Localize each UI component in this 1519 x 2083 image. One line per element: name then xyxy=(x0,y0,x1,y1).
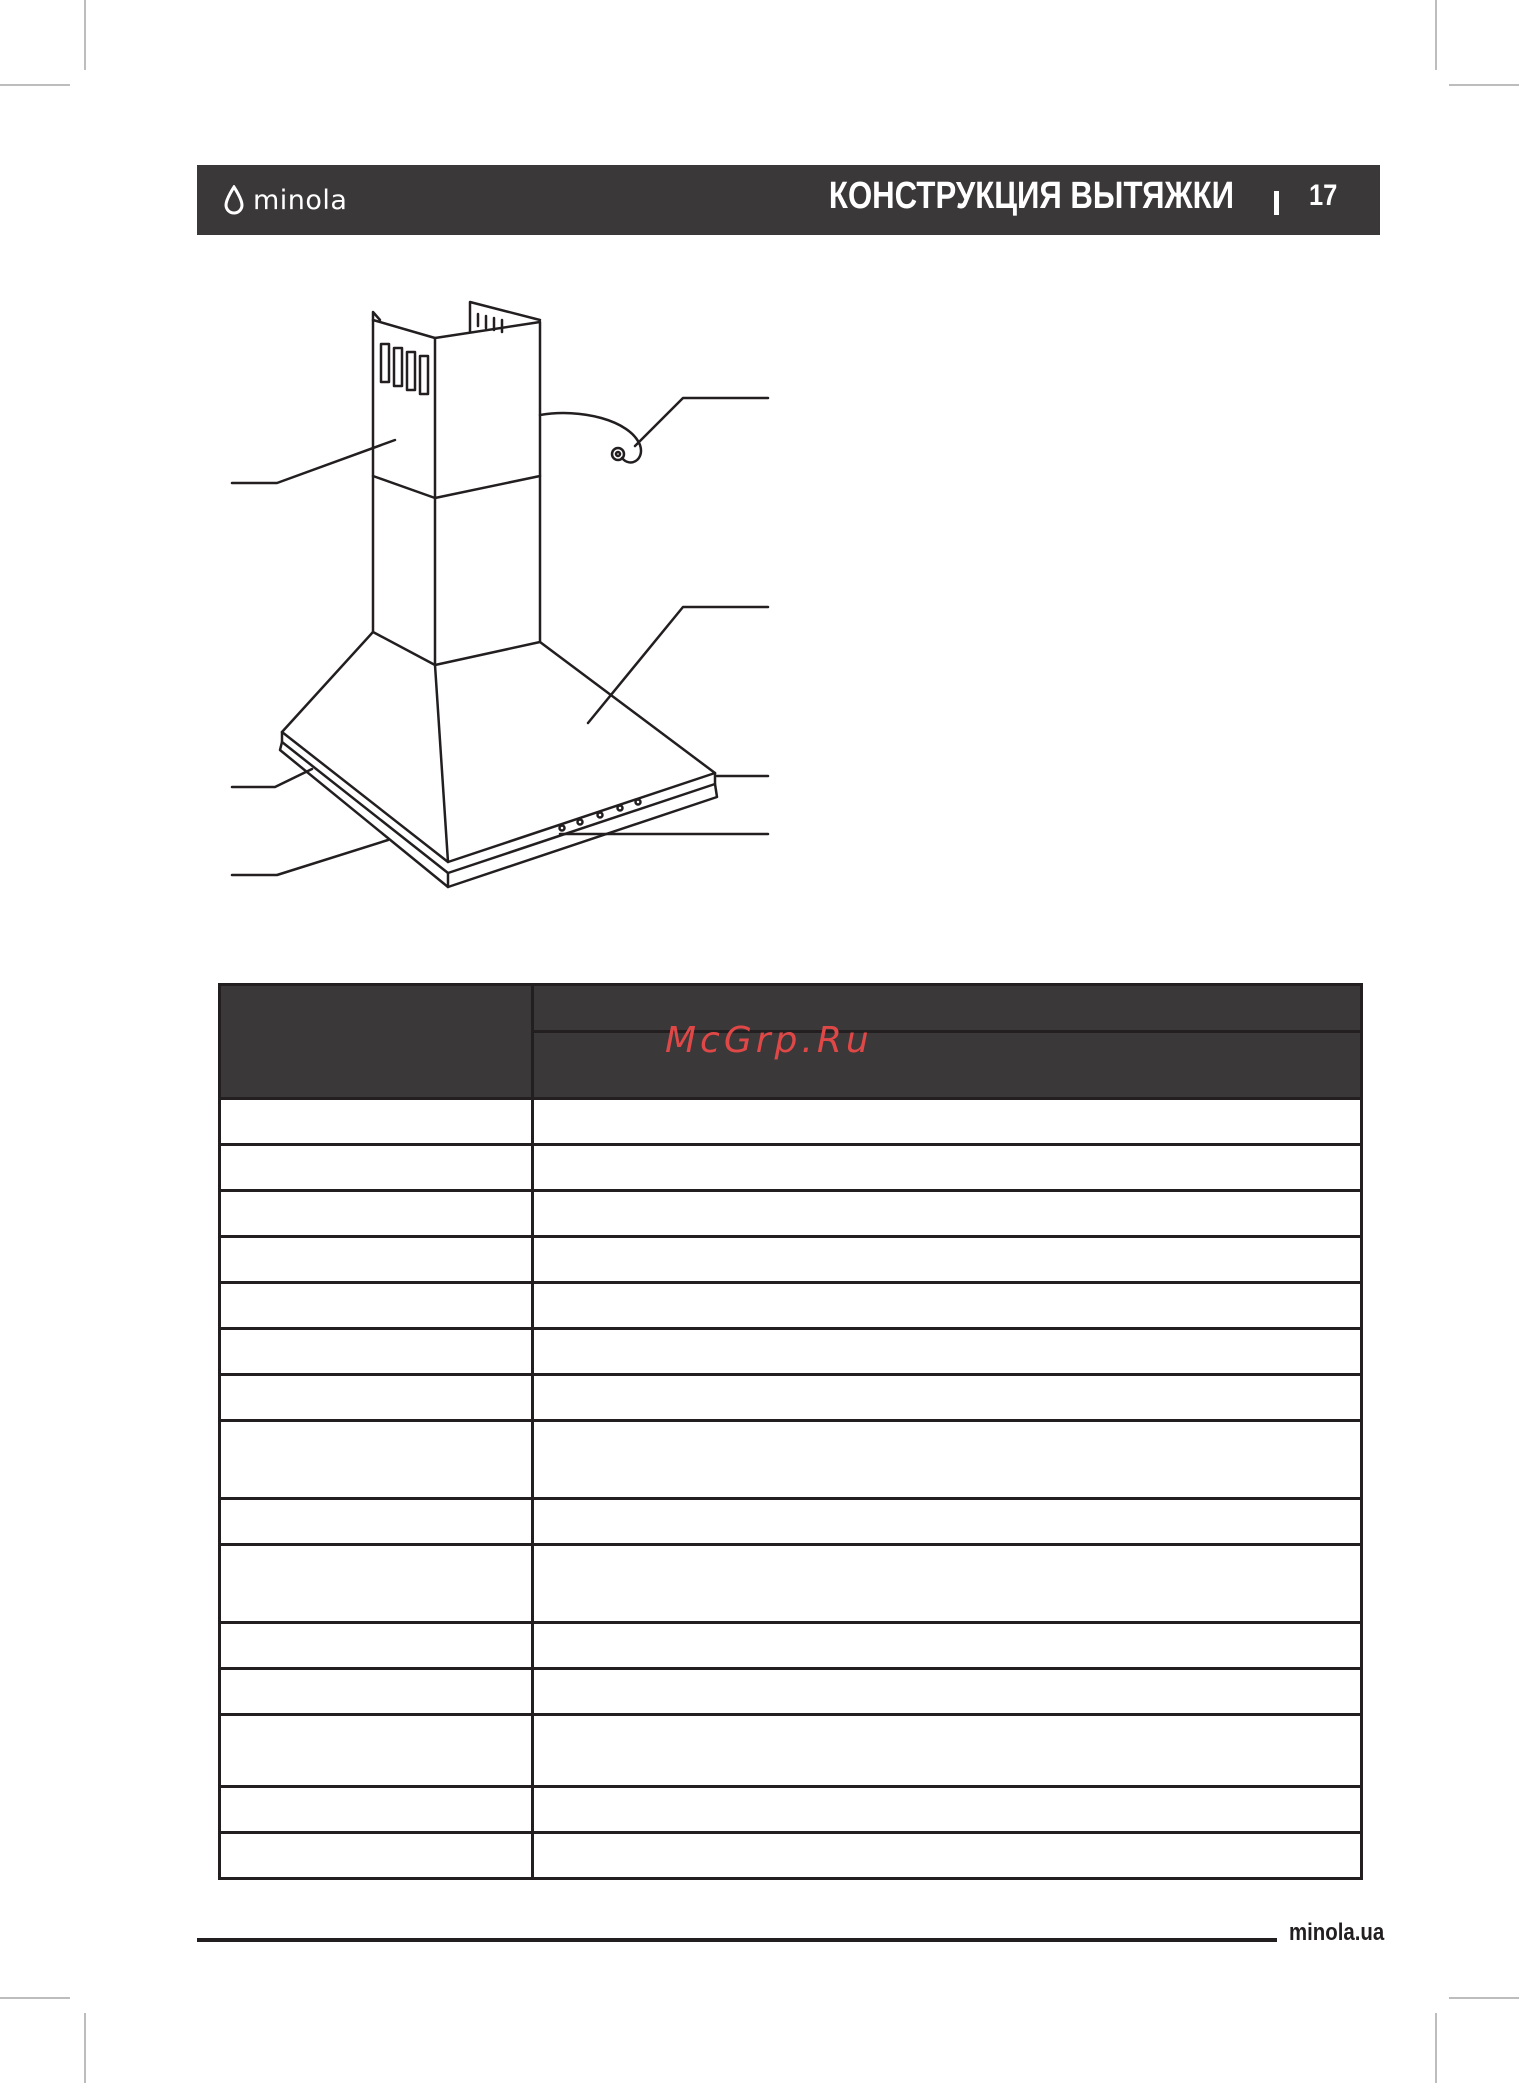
brand-name: minola xyxy=(253,184,348,216)
specification-table xyxy=(218,983,1363,1880)
table-cell xyxy=(533,1669,1362,1715)
table-row xyxy=(220,1375,1362,1421)
table-cell xyxy=(220,1669,533,1715)
table-cell xyxy=(533,1375,1362,1421)
table-header-cell xyxy=(533,985,1362,1032)
crop-mark xyxy=(0,1997,70,1999)
table-header-cell xyxy=(220,985,533,1099)
table-cell xyxy=(220,1787,533,1833)
table-cell xyxy=(220,1329,533,1375)
crop-mark xyxy=(84,0,86,70)
table-cell xyxy=(533,1329,1362,1375)
table-cell xyxy=(533,1545,1362,1623)
table-row xyxy=(220,1421,1362,1499)
crop-mark xyxy=(1435,0,1437,70)
table-cell xyxy=(220,1237,533,1283)
crop-mark xyxy=(1449,84,1519,86)
table-cell xyxy=(533,1237,1362,1283)
footer-website-link[interactable]: minola.ua xyxy=(1289,1919,1385,1946)
table-cell xyxy=(220,1715,533,1787)
table-cell xyxy=(533,1421,1362,1499)
table-row xyxy=(220,1833,1362,1879)
drop-icon xyxy=(223,185,245,215)
watermark-text: McGrp.Ru xyxy=(665,1020,873,1061)
crop-mark xyxy=(1449,1997,1519,1999)
crop-mark xyxy=(1435,2013,1437,2083)
page-title: КОНСТРУКЦИЯ ВЫТЯЖКИ xyxy=(828,175,1234,217)
table-cell xyxy=(220,1499,533,1545)
table-row xyxy=(220,1191,1362,1237)
crop-mark xyxy=(0,84,70,86)
table-row xyxy=(220,1329,1362,1375)
table-header-cell xyxy=(533,1032,1362,1099)
chimney-range-hood-illustration xyxy=(220,290,800,910)
table-row xyxy=(220,1787,1362,1833)
table-cell xyxy=(220,1623,533,1669)
table-cell xyxy=(220,1283,533,1329)
table-cell xyxy=(533,1145,1362,1191)
table-row xyxy=(220,1145,1362,1191)
table-cell xyxy=(220,1099,533,1145)
table-cell xyxy=(220,1145,533,1191)
table-row xyxy=(220,1545,1362,1623)
table-row xyxy=(220,1099,1362,1145)
header-divider xyxy=(1274,191,1279,215)
table-cell xyxy=(533,1191,1362,1237)
table-row xyxy=(220,1237,1362,1283)
table-row xyxy=(220,1499,1362,1545)
page-number: 17 xyxy=(1309,179,1338,212)
table-cell xyxy=(220,1375,533,1421)
brand-logo xyxy=(223,183,347,217)
crop-mark xyxy=(84,2013,86,2083)
table-cell xyxy=(220,1833,533,1879)
table-cell xyxy=(533,1499,1362,1545)
table-cell xyxy=(533,1715,1362,1787)
table-cell xyxy=(533,1283,1362,1329)
table-cell xyxy=(533,1099,1362,1145)
table-cell xyxy=(533,1833,1362,1879)
table-row xyxy=(220,1669,1362,1715)
header-bar xyxy=(197,165,1380,235)
footer-divider xyxy=(197,1938,1277,1942)
table-cell xyxy=(533,1623,1362,1669)
table-row xyxy=(220,1283,1362,1329)
table-cell xyxy=(220,1545,533,1623)
table-cell xyxy=(220,1421,533,1499)
table-row xyxy=(220,1715,1362,1787)
table-cell xyxy=(220,1191,533,1237)
table-row xyxy=(220,1623,1362,1669)
table-cell xyxy=(533,1787,1362,1833)
